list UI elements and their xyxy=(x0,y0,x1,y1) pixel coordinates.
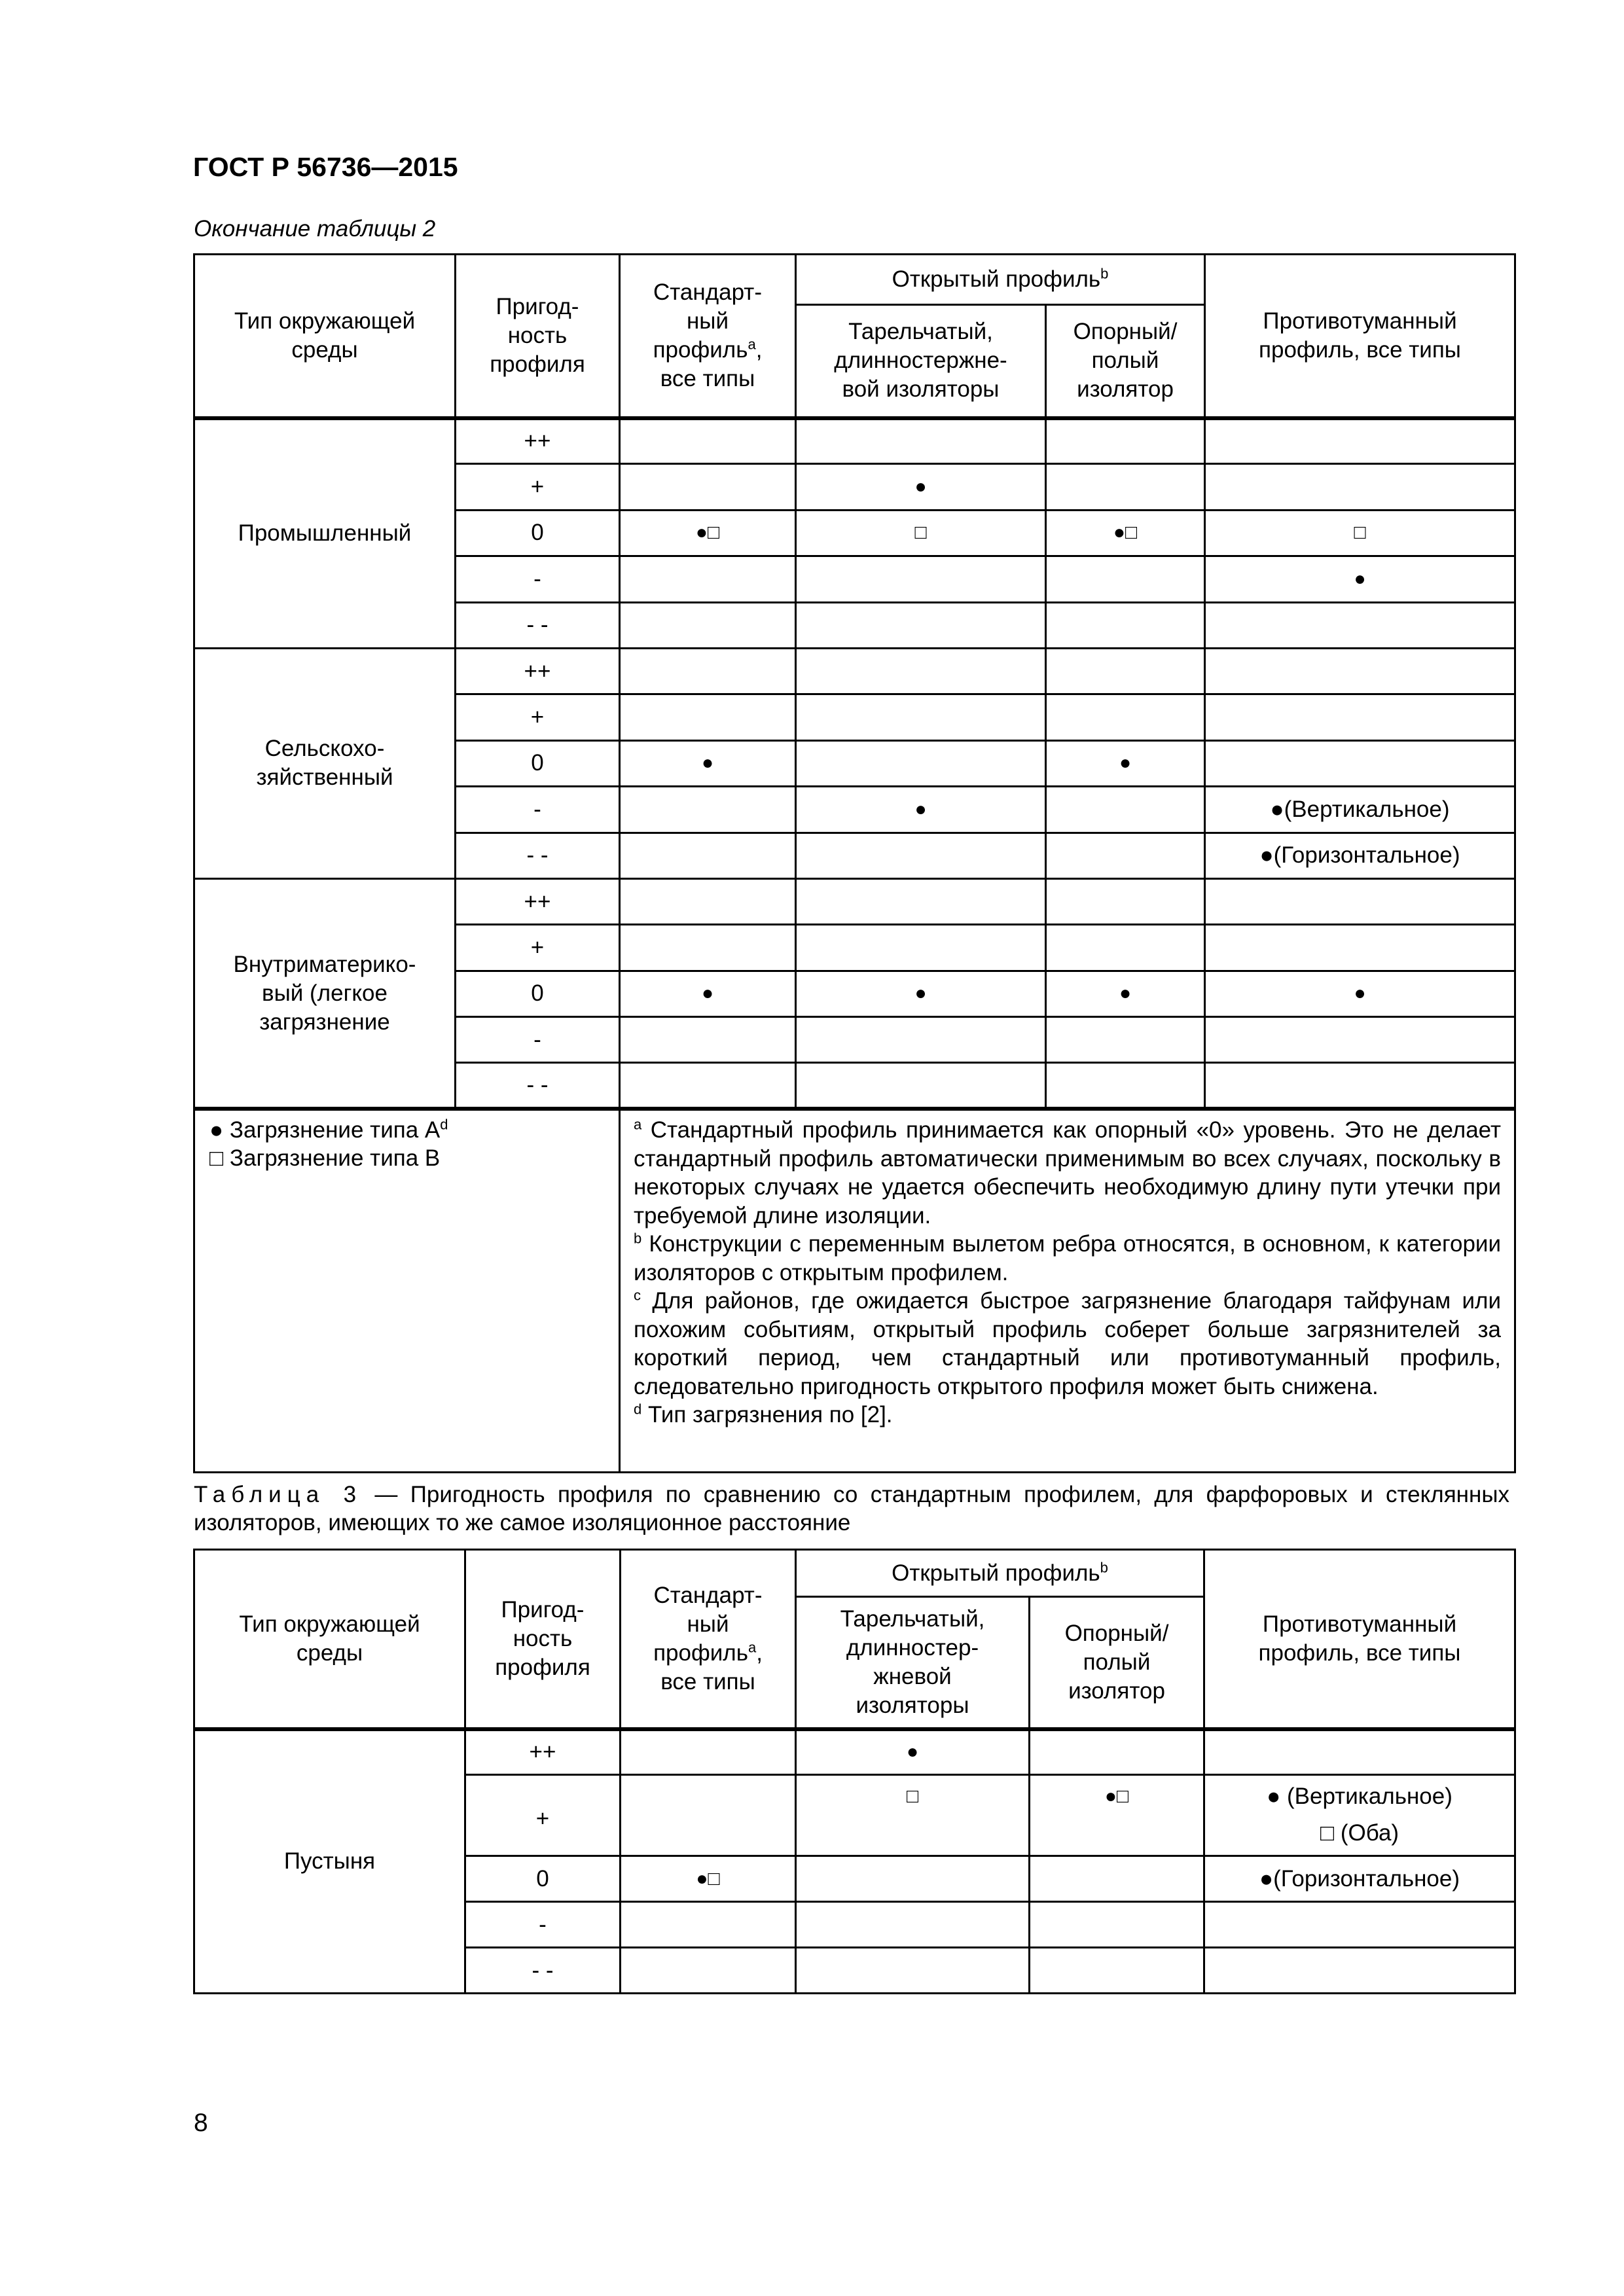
t3-cell-bell: □ xyxy=(796,1775,1030,1856)
t3-cell-fog xyxy=(1204,1729,1515,1775)
t2-env-text: Внутриматерико-вый (легкое загрязнение xyxy=(233,951,416,1035)
t2-cell-fog xyxy=(1205,878,1515,924)
t2-env-cell xyxy=(194,648,456,878)
document-code: ГОСТ Р 56736—2015 xyxy=(193,152,458,182)
t3-header-std-text: Стандарт-ный профиль xyxy=(653,1582,763,1666)
t3-cell-suit: 0 xyxy=(465,1856,621,1902)
t2-env-cell xyxy=(194,878,456,1109)
t2-header-suit-text: Пригод-ность профиля xyxy=(490,293,585,377)
legend-type-a-text: ● Загрязнение типа A xyxy=(209,1117,441,1143)
t3-header-open xyxy=(796,1550,1204,1597)
t2-cell-post xyxy=(1046,1017,1205,1063)
footnote-d-text: Тип загрязнения по [2]. xyxy=(641,1402,893,1428)
t3-header-std-tail: , все типы xyxy=(660,1640,763,1695)
t2-cell-post xyxy=(1046,556,1205,602)
t2-cell-std xyxy=(620,602,796,648)
t2-cell-suit: 0 xyxy=(456,510,620,556)
t3-cell-post: ●□ xyxy=(1030,1775,1204,1856)
t2-cell-std xyxy=(620,833,796,878)
t2-cell-bell xyxy=(796,740,1046,786)
t2-cell-std xyxy=(620,925,796,971)
t3-header-fog-text: Противотуманный профиль, все типы xyxy=(1258,1611,1461,1666)
t3-cell-post xyxy=(1030,1902,1204,1948)
footnote-b-text: Конструкции с переменным вылетом ребра относятся, в основном, к категории изоляторов с открытым профилем. xyxy=(634,1231,1502,1285)
t2-cell-fog xyxy=(1205,1063,1515,1109)
t2-header-open-bell xyxy=(796,305,1046,418)
t3-cell-suit: - xyxy=(465,1902,621,1948)
t2-cell-post xyxy=(1046,602,1205,648)
t2-cell-fog: ● xyxy=(1205,971,1515,1016)
t2-cell-std xyxy=(620,648,796,694)
t3-cell-std xyxy=(621,1902,796,1948)
t2-env-text: Промышленный xyxy=(238,520,412,547)
t2-cell-post: ●□ xyxy=(1046,510,1205,556)
t2-row xyxy=(194,648,1515,694)
legend-type-b: □ Загрязнение типа B xyxy=(209,1145,441,1172)
t2-cell-suit: ++ xyxy=(456,878,620,924)
t3-header-open-sup: b xyxy=(1100,1558,1108,1575)
t2-cell-std xyxy=(620,1063,796,1109)
t3-header-open-post xyxy=(1030,1597,1204,1729)
t2-header-open-sup: b xyxy=(1100,265,1109,282)
t3-header-open-text: Открытый профиль xyxy=(892,1560,1100,1586)
t3-cell-fog xyxy=(1204,1948,1515,1994)
t3-header-open-bell xyxy=(796,1597,1030,1729)
t2-cell-fog xyxy=(1205,694,1515,740)
t2-header-open-bell-text: Тарельчатый, длинностержне-вой изоляторы xyxy=(834,319,1007,403)
t3-cell-std xyxy=(621,1729,796,1775)
t3-header-open-post-text: Опорный/ полый изолятор xyxy=(1064,1620,1169,1704)
t2-cell-fog xyxy=(1205,602,1515,648)
t2-cell-suit: + xyxy=(456,925,620,971)
t2-cell-suit: ++ xyxy=(456,648,620,694)
t2-cell-post xyxy=(1046,925,1205,971)
footnote-c-text: Для районов, где ожидается быстрое загрязнение благодаря тайфунам или похожим событиям, открытый профиль соберет больше загрязнителей за короткий период, чем стандартный или противотуманный профиль, следовательно пригодность открытого профиля может быть снижена. xyxy=(634,1288,1502,1399)
t3-cell-std: ●□ xyxy=(621,1856,796,1902)
table3 xyxy=(193,1549,1516,1994)
t3-header-std xyxy=(621,1550,796,1729)
t3-cell-std xyxy=(621,1948,796,1994)
t2-header-open xyxy=(796,255,1205,305)
t2-cell-std xyxy=(620,694,796,740)
t3-header-fog xyxy=(1204,1550,1515,1729)
t2-cell-std xyxy=(620,1017,796,1063)
t3-cell-post xyxy=(1030,1856,1204,1902)
t2-cell-suit: - xyxy=(456,787,620,833)
t2-cell-post xyxy=(1046,787,1205,833)
t2-header-std-sup: a xyxy=(748,336,756,353)
t2-cell-suit: - - xyxy=(456,602,620,648)
table3-title-text: — Пригодность профиля по сравнению со стандартным профилем, для фарфоровых и стеклянных изоляторов, имеющих то же самое изоляционное расстояние xyxy=(194,1482,1509,1535)
table3-title xyxy=(194,1480,1509,1537)
t3-header-env xyxy=(194,1550,465,1729)
t2-row xyxy=(194,878,1515,924)
t2-header-open-post-text: Опорный/ полый изолятор xyxy=(1073,319,1178,403)
t3-cell-bell xyxy=(796,1948,1030,1994)
t2-body xyxy=(194,418,1515,1109)
t3-cell-suit: ++ xyxy=(465,1729,621,1775)
t2-cell-post xyxy=(1046,1063,1205,1109)
t2-cell-suit: + xyxy=(456,464,620,510)
t3-cell-bell xyxy=(796,1856,1030,1902)
t2-cell-bell: ● xyxy=(796,787,1046,833)
t2-cell-std xyxy=(620,418,796,464)
footnote-a-text: Стандартный профиль принимается как опорный «0» уровень. Это не делает стандартный профиль автоматически применимым во всех случаях, поскольку в некоторых случаях не удается обеспечить необходимую длину пути утечки при требуемой длине изоляции. xyxy=(634,1117,1502,1229)
t2-cell-std: ●□ xyxy=(620,510,796,556)
t2-header-suit xyxy=(456,255,620,418)
t2-cell-suit: ++ xyxy=(456,418,620,464)
t3-cell-post xyxy=(1030,1729,1204,1775)
t2-header-fog-text: Противотуманный профиль, все типы xyxy=(1259,308,1461,363)
t2-legend xyxy=(194,1109,620,1472)
t2-cell-bell xyxy=(796,1063,1046,1109)
t2-footnotes xyxy=(620,1109,1515,1472)
t3-row xyxy=(194,1729,1515,1775)
t2-cell-bell xyxy=(796,925,1046,971)
t2-row xyxy=(194,418,1515,464)
t2-cell-bell xyxy=(796,556,1046,602)
table2-caption: Окончание таблицы 2 xyxy=(194,216,436,242)
t2-cell-bell xyxy=(796,1017,1046,1063)
t3-header-suit-text: Пригод-ность профиля xyxy=(495,1596,590,1680)
footnote-b-mark: b xyxy=(634,1230,642,1247)
t2-cell-fog: ●(Вертикальное) xyxy=(1205,787,1515,833)
footnote-c-mark: c xyxy=(634,1287,641,1304)
t2-cell-std: ● xyxy=(620,971,796,1016)
t2-cell-post: ● xyxy=(1046,740,1205,786)
t2-cell-fog xyxy=(1205,925,1515,971)
t3-cell-fog xyxy=(1204,1775,1515,1856)
t3-header-open-bell-text: Тарельчатый, длинностер-жневой изоляторы xyxy=(840,1605,985,1718)
t3-header-std-sup: a xyxy=(748,1639,757,1656)
t2-header-env-text: Тип окружающей среды xyxy=(234,308,416,363)
t2-cell-suit: - - xyxy=(456,1063,620,1109)
t2-cell-fog: ● xyxy=(1205,556,1515,602)
t3-fog-line1: ● (Вертикальное) xyxy=(1267,1784,1453,1809)
t2-env-text: Сельскохо-зяйственный xyxy=(256,736,393,791)
t2-cell-std xyxy=(620,787,796,833)
footnote-b xyxy=(634,1230,1501,1287)
t2-header-fog xyxy=(1205,255,1515,418)
t2-cell-post xyxy=(1046,694,1205,740)
legend-type-a-sup: d xyxy=(440,1116,448,1133)
t2-cell-bell xyxy=(796,694,1046,740)
t3-cell-bell: ● xyxy=(796,1729,1030,1775)
t3-cell-bell xyxy=(796,1902,1030,1948)
t2-cell-post xyxy=(1046,878,1205,924)
t2-cell-suit: + xyxy=(456,694,620,740)
t2-cell-post: ● xyxy=(1046,971,1205,1016)
t3-header-suit xyxy=(465,1550,621,1729)
t3-cell-fog xyxy=(1204,1902,1515,1948)
t2-cell-suit: 0 xyxy=(456,971,620,1016)
t2-cell-bell: ● xyxy=(796,464,1046,510)
t3-body xyxy=(194,1729,1515,1994)
t2-header-std-text: Стандарт-ный профиль xyxy=(653,279,762,363)
t2-header-env xyxy=(194,255,456,418)
footnote-c xyxy=(634,1287,1501,1401)
t2-cell-std: ● xyxy=(620,740,796,786)
t3-fog-line2: □ (Оба) xyxy=(1320,1820,1399,1846)
t2-cell-fog: □ xyxy=(1205,510,1515,556)
t2-cell-fog xyxy=(1205,648,1515,694)
t2-cell-fog xyxy=(1205,464,1515,510)
t3-cell-suit: + xyxy=(465,1775,621,1856)
t3-header-env-text: Тип окружающей среды xyxy=(239,1611,420,1666)
t2-cell-suit: 0 xyxy=(456,740,620,786)
t2-cell-post xyxy=(1046,648,1205,694)
t2-cell-suit: - - xyxy=(456,833,620,878)
t3-cell-std xyxy=(621,1775,796,1856)
t2-header-std xyxy=(620,255,796,418)
t2-cell-post xyxy=(1046,418,1205,464)
t2-header-open-text: Открытый профиль xyxy=(892,266,1101,292)
t3-cell-post xyxy=(1030,1948,1204,1994)
t2-cell-bell xyxy=(796,878,1046,924)
t3-env-cell: Пустыня xyxy=(194,1729,465,1994)
t2-cell-bell: ● xyxy=(796,971,1046,1016)
t2-cell-bell xyxy=(796,418,1046,464)
footnote-d xyxy=(634,1401,1501,1429)
footnote-a xyxy=(634,1116,1501,1230)
footnote-a-mark: a xyxy=(634,1116,642,1133)
t2-cell-post xyxy=(1046,464,1205,510)
t2-cell-suit: - xyxy=(456,1017,620,1063)
t2-cell-std xyxy=(620,464,796,510)
t3-cell-fog: ●(Горизонтальное) xyxy=(1204,1856,1515,1902)
t3-cell-suit: - - xyxy=(465,1948,621,1994)
t2-cell-std xyxy=(620,556,796,602)
t2-cell-bell xyxy=(796,602,1046,648)
t2-cell-std xyxy=(620,878,796,924)
t2-cell-bell xyxy=(796,648,1046,694)
t2-header-open-post xyxy=(1046,305,1205,418)
t2-cell-post xyxy=(1046,833,1205,878)
t2-cell-fog: ●(Горизонтальное) xyxy=(1205,833,1515,878)
footnote-d-mark: d xyxy=(634,1401,642,1418)
t2-env-cell xyxy=(194,418,456,649)
legend-type-a xyxy=(209,1116,604,1144)
t2-cell-bell xyxy=(796,833,1046,878)
table3-title-label: Таблица 3 xyxy=(194,1482,363,1507)
page-number: 8 xyxy=(194,2109,208,2137)
t2-cell-fog xyxy=(1205,418,1515,464)
t2-cell-fog xyxy=(1205,1017,1515,1063)
table2 xyxy=(193,253,1516,1473)
t2-header-std-tail: , все типы xyxy=(660,336,763,391)
t2-cell-suit: - xyxy=(456,556,620,602)
t2-cell-bell: □ xyxy=(796,510,1046,556)
t2-cell-fog xyxy=(1205,740,1515,786)
